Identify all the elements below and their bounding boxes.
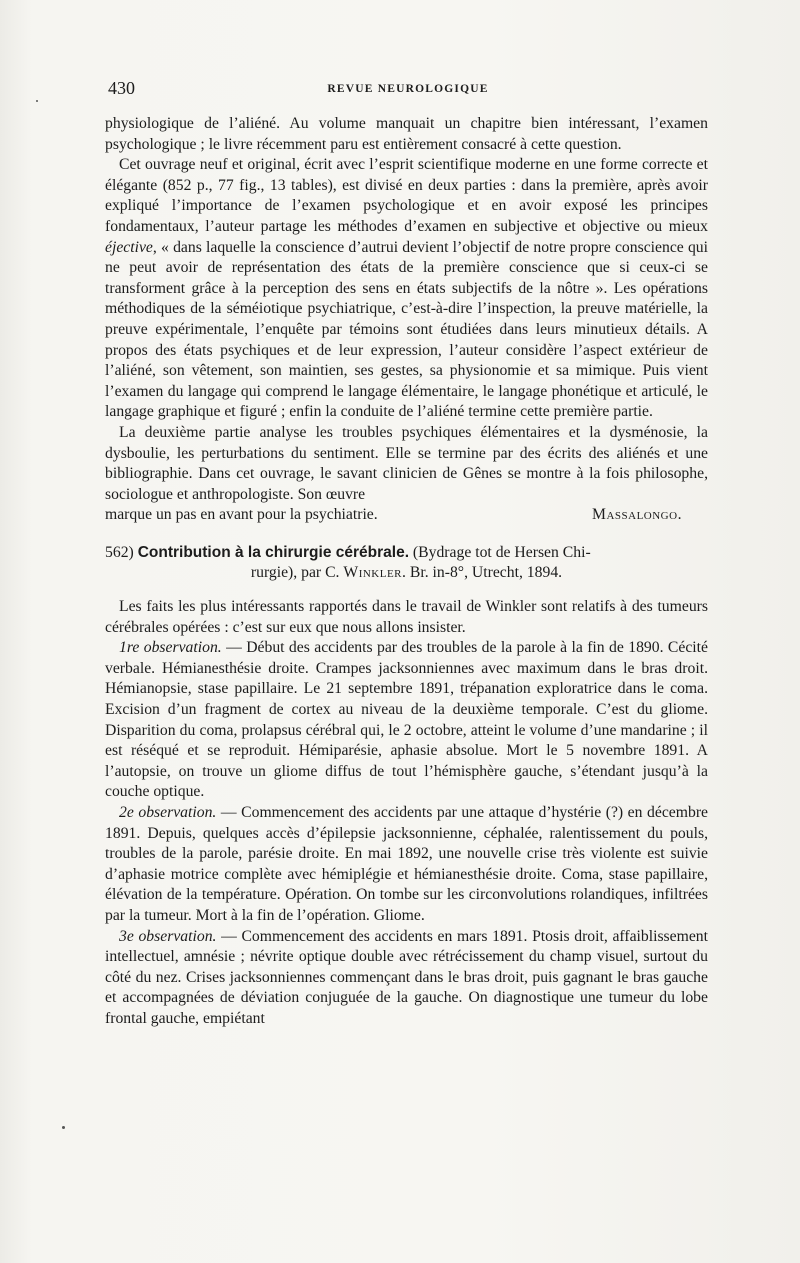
observation-text: — Début des accidents par des troubles de la parole à la fin de 1890. Cécité verbale. Hémianesthésie droite. Crampes jacksonniennes avec maximum dans le bras droit. Hémianopsie, stase papillaire. Le 21 septembre 1891, trépanation exploratrice dans le coma. Excision d’un fragment de cortex au niveau de la deuxième temporale. C’est du gliome. Disparition du coma, prolapsus cérébral qui, le 2 octobre, atteint le volume d’une mandarine ; il est réséqué et se reproduit. Hémiparésie, aphasie absolue. Mort le 5 novembre 1891. A l’autopsie, on trouve un gliome diffus de tout l’hémisphère gauche, s’étendant jusqu’à la couche optique.: [105, 639, 708, 801]
scan-speck: [36, 100, 38, 102]
paragraph: [105, 155, 708, 423]
running-title: REVUE NEUROLOGIQUE: [327, 83, 489, 95]
observation-text: — Commencement des accidents en mars 1891. Ptosis droit, affaiblissement intellectuel, amnésie ; névrite optique double avec rétrécissement du champ visuel, surtout du côté du nez. Crises jacksonniennes commençant dans le bras droit, puis gagnant le bras gauche et accompagnées de déviation conjuguée de la gauche. On diagnostique une tumeur du lobe frontal gauche, empiétant: [105, 927, 708, 1027]
reviewer-signature: Massalongo.: [592, 506, 682, 524]
paragraph: physiologique de l’aliéné. Au volume manquait un chapitre bien intéressant, l’examen psychologique ; le livre récemment paru est entièrement consacré à cette question.: [105, 115, 708, 153]
page-number: 430: [108, 78, 135, 98]
observation-paragraph: [105, 638, 708, 803]
observation-text: — Commencement des accidents par une attaque d’hystérie (?) en décembre 1891. Depuis, quelques accès d’épilepsie jacksonnienne, céphalée, ralentissement du pouls, troubles de la parole, parésie droite. En mai 1892, une nouvelle crise très violente est suivie d’aphasie motrice complète avec hémiplégie et hémianesthésie droite. Coma, stase papillaire, élévation de la température. Opération. On tombe sur les circonvolutions rolandiques, infiltrées par la tumeur. Mort à la fin de l’opération. Gliome.: [105, 804, 709, 924]
text-column: [105, 114, 708, 1030]
paragraph: La deuxième partie analyse les troubles psychiques élémentaires et la dysménosie, la dysboulie, les perturbations du sentiment. Elle se termine par des écrits des aliénés et une bibliographie. Dans cet ouvrage, le savant clinicien de Gênes se montre à la fois philosophe, sociologue et anthropologiste. Son œuvre: [105, 423, 708, 503]
article-author: Winkler: [343, 564, 403, 582]
paragraph-text: , « dans laquelle la conscience d’autrui devient l’objectif de notre propre conscience qui ne peut avoir de représentation des états de la première conscience que si ceux-ci se transforment grâce à la perception des sens en états subjectifs de la nôtre ». Les opérations méthodiques de la séméiotique psychiatrique, c’est-à-dire l’inspection, la preuve matérielle, la preuve expérimentale, l’enquête par témoins sont étudiées dans leurs minutieux détails. A propos des états psychiques et de leur expression, l’auteur considère l’aspect extérieur de l’aliéné, son vêtement, son maintien, ses gestes, sa physionomie et sa mimique. Puis vient l’examen du langage qui comprend le langage élémentaire, le langage phonétique et articulé, le langage graphique et figuré ; enfin la conduite de l’aliéné termine cette première partie.: [105, 238, 708, 421]
observation-paragraph: [105, 927, 708, 1030]
paragraph-text: marque un pas en avant pour la psychiatrie.: [105, 506, 378, 524]
signature-line: [105, 505, 708, 526]
article-lead-paragraph: Les faits les plus intéressants rapportés dans le travail de Winkler sont relatifs à des tumeurs cérébrales opérées : c’est sur eux que nous allons insister.: [105, 598, 708, 636]
observation-label: 3e observation.: [119, 927, 217, 945]
article-title: Contribution à la chirurgie cérébrale.: [137, 543, 409, 561]
scan-speck: [62, 1126, 65, 1129]
observation-paragraph: [105, 803, 708, 927]
observation-label: 1re observation.: [119, 639, 222, 657]
page-header: [108, 78, 708, 100]
observation-label: 2e observation.: [119, 804, 217, 821]
article-reference: (Bydrage tot de Hersen Chi-: [412, 543, 591, 561]
italic-term: éjective: [105, 238, 153, 256]
reference-text: rurgie), par C.: [250, 564, 340, 582]
article-reference-continued: [105, 563, 708, 584]
article-heading: [105, 543, 708, 584]
article-number: 562): [105, 543, 134, 561]
reference-text: . Br. in-8°, Utrecht, 1894.: [402, 564, 563, 582]
paragraph-text: Cet ouvrage neuf et original, écrit avec l’esprit scientifique moderne en une forme correcte et élégante (852 p., 77 fig., 13 tables), est divisé en deux parties : dans la première, après avoir expliqué l’importance de l’examen psychologique et en avoir exposé les principes fondamentaux, l’auteur partage les méthodes d’examen en subjective et objective ou mieux: [105, 156, 708, 235]
